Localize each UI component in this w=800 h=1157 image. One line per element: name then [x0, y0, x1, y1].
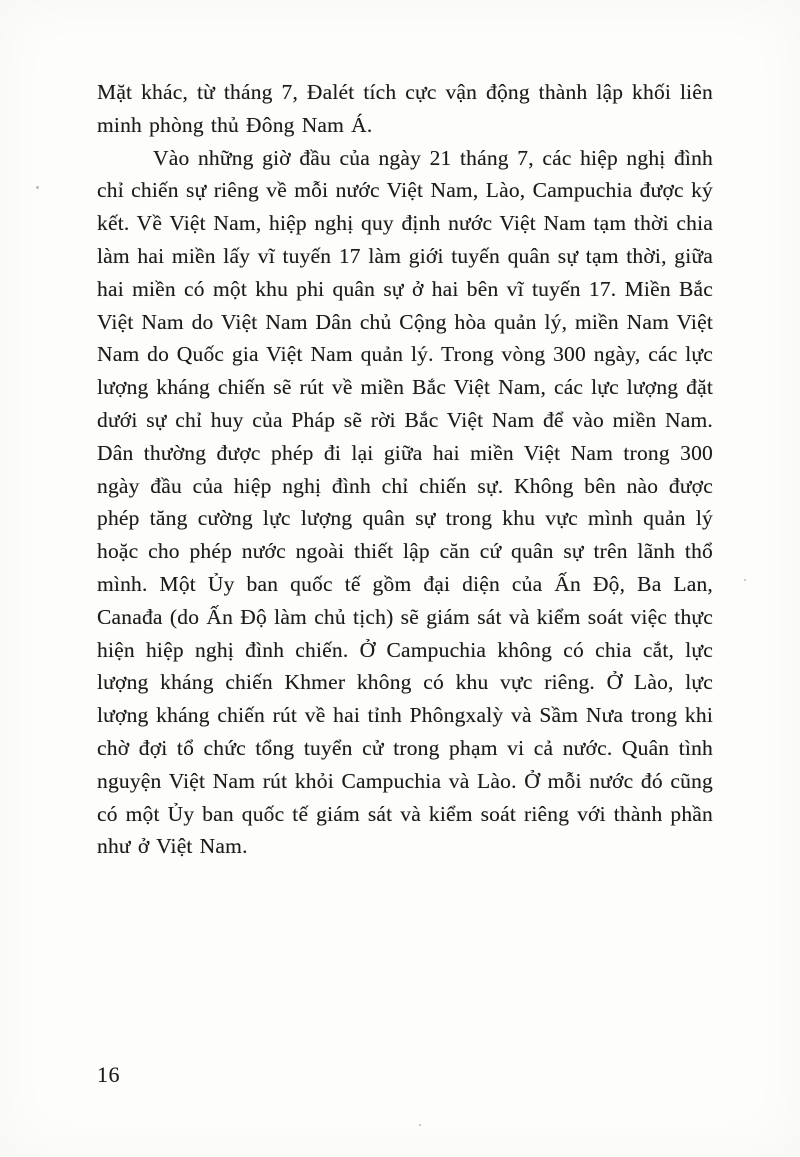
- scan-speck: [419, 1124, 421, 1126]
- paragraph-continuation: Mặt khác, từ tháng 7, Đalét tích cực vận động thành lập khối liên minh phòng thủ Đông Nam Á.: [97, 80, 713, 137]
- paragraph-main: Vào những giờ đầu của ngày 21 tháng 7, các hiệp nghị đình chỉ chiến sự riêng về mỗi nước Việt Nam, Lào, Campuchia được ký kết. Về Việt Nam, hiệp nghị quy định nước Việt Nam tạm thời chia làm hai miền lấy vĩ tuyến 17 làm giới tuyến quân sự tạm thời, giữa hai miền có một khu phi quân sự ở hai bên vĩ tuyến 17. Miền Bắc Việt Nam do Việt Nam Dân chủ Cộng hòa quản lý, miền Nam Việt Nam do Quốc gia Việt Nam quản lý. Trong vòng 300 ngày, các lực lượng kháng chiến sẽ rút về miền Bắc Việt Nam, các lực lượng đặt dưới sự chỉ huy của Pháp sẽ rời Bắc Việt Nam để vào miền Nam. Dân thường được phép đi lại giữa hai miền Việt Nam trong 300 ngày đầu của hiệp nghị đình chỉ chiến sự. Không bên nào được phép tăng cường lực lượng quân sự trong khu vực mình quản lý hoặc cho phép nước ngoài thiết lập căn cứ quân sự trên lãnh thổ mình. Một Ủy ban quốc tế gồm đại diện của Ấn Độ, Ba Lan, Canađa (do Ấn Độ làm chủ tịch) sẽ giám sát và kiểm soát việc thực hiện hiệp nghị đình chiến. Ở Campuchia không có chia cắt, lực lượng kháng chiến Khmer không có khu vực riêng. Ở Lào, lực lượng kháng chiến rút về hai tỉnh Phôngxalỳ và Sầm Nưa trong khi chờ đợi tổ chức tổng tuyển cử trong phạm vi cả nước. Quân tình nguyện Việt Nam rút khỏi Campuchia và Lào. Ở mỗi nước đó cũng có một Ủy ban quốc tế giám sát và kiểm soát riêng với thành phần như ở Việt Nam.: [97, 145, 713, 859]
- scan-speck: [36, 186, 39, 189]
- body-text: [97, 76, 713, 863]
- scan-speck: [744, 579, 746, 581]
- page-number: 16: [97, 1062, 120, 1087]
